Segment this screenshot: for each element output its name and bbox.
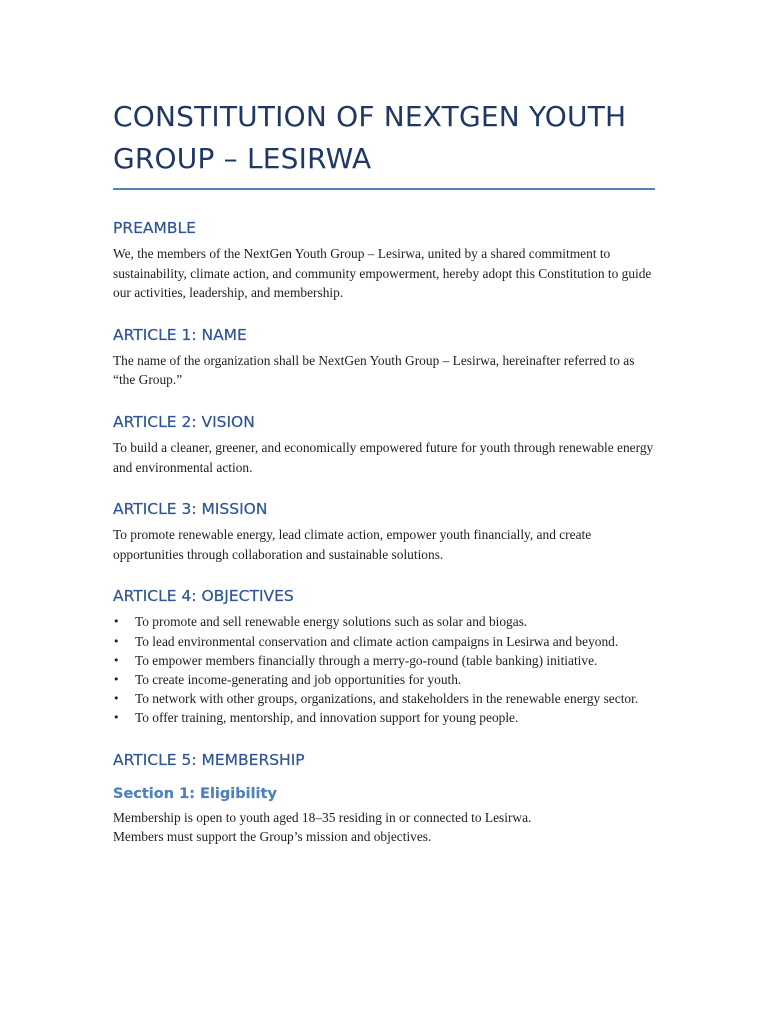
eligibility-line-1: Membership is open to youth aged 18–35 residing in or connected to Lesirwa. bbox=[113, 809, 532, 825]
article-2-section bbox=[113, 412, 658, 477]
objectives-list bbox=[113, 612, 658, 727]
list-item bbox=[113, 632, 658, 651]
document-title bbox=[113, 96, 658, 188]
list-item bbox=[113, 708, 658, 727]
bullet-icon: • bbox=[113, 692, 120, 706]
list-item bbox=[113, 612, 658, 631]
list-item bbox=[113, 689, 658, 708]
bullet-icon: • bbox=[113, 672, 120, 686]
article-2-text: To build a cleaner, greener, and economically empowered future for youth through renewable energy and environmental action. bbox=[113, 439, 654, 475]
list-item bbox=[113, 651, 658, 670]
article-3-section bbox=[113, 499, 658, 564]
article-5-section bbox=[113, 750, 658, 847]
article-4-heading: ARTICLE 4: OBJECTIVES bbox=[113, 587, 294, 606]
article-5-heading: ARTICLE 5: MEMBERSHIP bbox=[113, 750, 305, 769]
list-item bbox=[113, 670, 658, 689]
objective-text: To promote and sell renewable energy solutions such as solar and biogas. bbox=[135, 614, 528, 630]
section-1-heading: Section 1: Eligibility bbox=[113, 785, 277, 802]
article-3-text: To promote renewable energy, lead climate action, empower youth financially, and create opportunities through collaboration and sustainable solutions. bbox=[113, 527, 592, 562]
eligibility-line-2: Members must support the Group’s mission and objectives. bbox=[113, 829, 432, 845]
preamble-section bbox=[113, 218, 658, 303]
bullet-icon: • bbox=[113, 615, 120, 629]
objective-text: To offer training, mentorship, and innovation support for young people. bbox=[135, 710, 519, 726]
article-1-text: The name of the organization shall be NextGen Youth Group – Lesirwa, hereinafter referred to as “the Group.” bbox=[113, 352, 635, 388]
document-title-line-2: GROUP – LESIRWA bbox=[113, 142, 372, 175]
preamble-text: We, the members of the NextGen Youth Group – Lesirwa, united by a shared commitment to sustainability, climate action, and community empowerment, hereby adopt this Constitution to guide our activities, leadership, and membership. bbox=[113, 246, 652, 301]
bullet-icon: • bbox=[113, 711, 120, 725]
article-1-heading: ARTICLE 1: NAME bbox=[113, 325, 247, 344]
document-page bbox=[113, 96, 658, 869]
objective-text: To lead environmental conservation and climate action campaigns in Lesirwa and beyond. bbox=[135, 633, 619, 649]
document-title-line-1: CONSTITUTION OF NEXTGEN YOUTH bbox=[113, 100, 627, 133]
bullet-icon: • bbox=[113, 634, 120, 648]
eligibility-text bbox=[113, 808, 658, 847]
objective-text: To empower members financially through a merry-go-round (table banking) initiative. bbox=[135, 652, 598, 668]
article-4-section bbox=[113, 586, 658, 727]
article-3-heading: ARTICLE 3: MISSION bbox=[113, 500, 268, 519]
bullet-icon: • bbox=[113, 653, 120, 667]
objective-text: To network with other groups, organizations, and stakeholders in the renewable energy sector. bbox=[135, 691, 639, 707]
title-underline-rule bbox=[113, 188, 655, 190]
preamble-heading: PREAMBLE bbox=[113, 219, 196, 237]
article-1-section bbox=[113, 325, 658, 390]
article-2-heading: ARTICLE 2: VISION bbox=[113, 412, 255, 431]
objective-text: To create income-generating and job opportunities for youth. bbox=[135, 671, 462, 687]
